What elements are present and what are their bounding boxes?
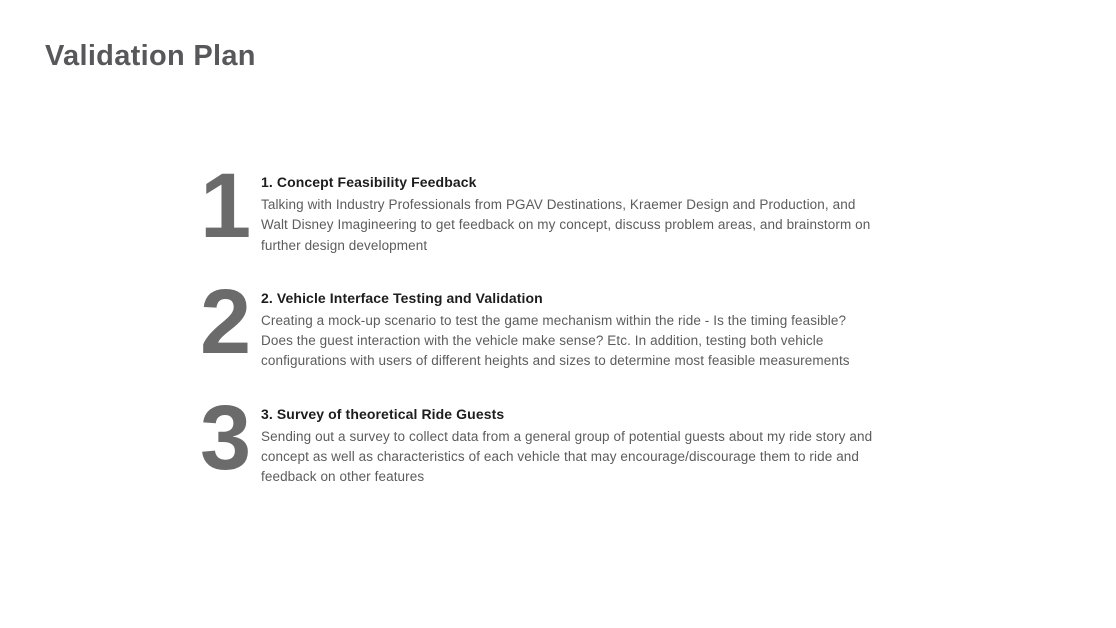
item-body: Sending out a survey to collect data from a general group of potential guests about my ride story and concept as well as characteristics of each vehicle that may encourage/discourage them to ride and feedback on other features	[261, 428, 873, 485]
item-heading: 1. Concept Feasibility Feedback	[261, 174, 477, 190]
item-heading: 2. Vehicle Interface Testing and Validation	[261, 289, 543, 306]
item-heading: 3. Survey of theoretical Ride Guests	[261, 405, 505, 422]
item-number: 1	[200, 155, 252, 257]
item-content	[261, 290, 876, 372]
item-body: Talking with Industry Professionals from PGAV Destinations, Kraemer Design and Production, and Walt Disney Imagineering to get feedback on my concept, discuss problem areas, and brainstorm on further design development	[261, 197, 871, 253]
list-item	[200, 155, 876, 257]
item-content	[261, 174, 876, 256]
item-number: 3	[200, 386, 252, 489]
item-body: Creating a mock-up scenario to test the game mechanism within the ride - Is the timing feasible? Does the guest interaction with the vehicle make sense? Etc. In addition, testing both vehicle configurations with users of different heights and sizes to determine most feasible measurements	[261, 312, 850, 369]
list-item	[200, 386, 876, 489]
item-number: 2	[200, 270, 252, 373]
list-item	[200, 270, 876, 373]
page-title: Validation Plan	[45, 40, 256, 72]
item-content	[261, 406, 876, 488]
validation-items-list	[200, 155, 876, 489]
